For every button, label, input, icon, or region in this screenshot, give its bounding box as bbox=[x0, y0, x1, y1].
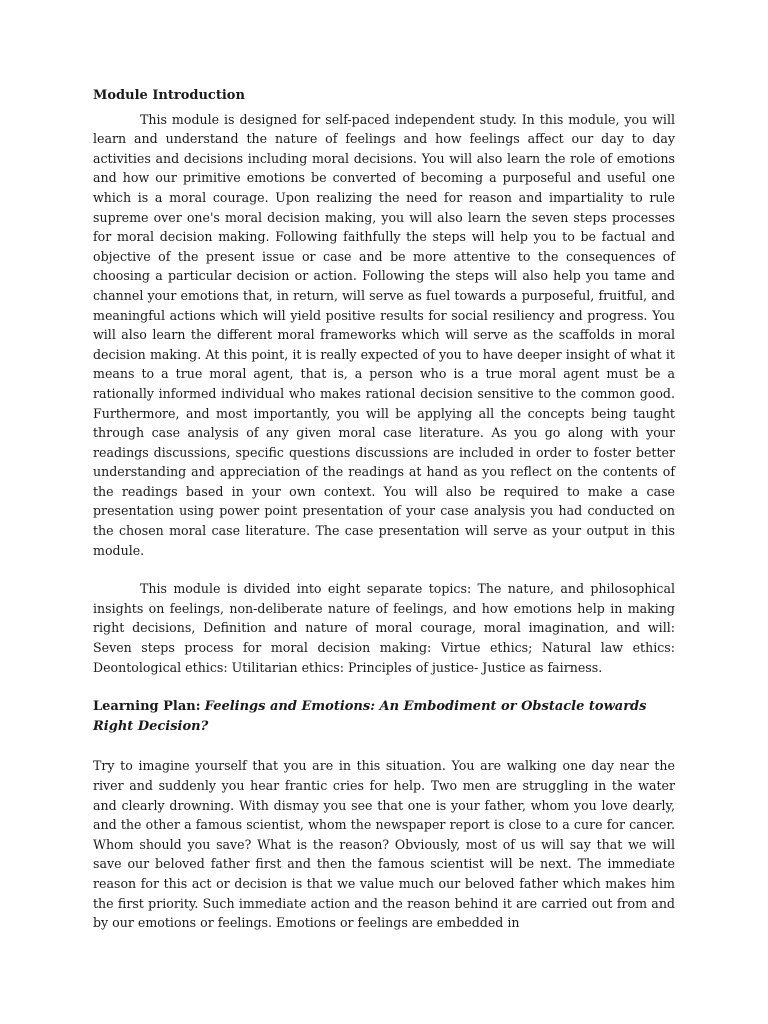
learning-plan-title: Feelings and Emotions: An Embodiment or Obstacle towards Right Decision? bbox=[93, 699, 647, 734]
document-page bbox=[93, 86, 675, 933]
learning-plan-heading bbox=[93, 697, 675, 736]
module-introduction-heading: Module Introduction bbox=[93, 88, 245, 103]
learning-plan-label: Learning Plan: bbox=[93, 699, 201, 715]
module-introduction-paragraph-2: This module is divided into eight separate topics: The nature, and philosophical insights on feelings, non-deliberate nature of feelings, and how emotions help in making right decisions, Definition and nature of moral courage, moral imagination, and will: Seven steps process for moral decision making: Virtue ethics; Natural law ethics: Deontological ethics: Utilitarian ethics: Principles of justice- Justice as fairness. bbox=[93, 581, 675, 675]
learning-plan-paragraph: Try to imagine yourself that you are in this situation. You are walking one day near the river and suddenly you hear frantic cries for help. Two men are struggling in the water and clearly drowning. With dismay you see that one is your father, whom you love dearly, and the other a famous scientist, whom the newspaper report is close to a cure for cancer. Whom should you save? What is the reason? Obviously, most of us will say that we will save our beloved father first and then the famous scientist will be next. The immediate reason for this act or decision is that we value much our beloved father which makes him the first priority. Such immediate action and the reason behind it are carried out from and by our emotions or feelings. Emotions or feelings are embedded in bbox=[93, 758, 675, 931]
module-introduction-paragraph-1: This module is designed for self-paced independent study. In this module, you will learn and understand the nature of feelings and how feelings affect our day to day activities and decisions including moral decisions. You will also learn the role of emotions and how our primitive emotions be converted of becoming a purposeful and useful one which is a moral courage. Upon realizing the need for reason and impartiality to rule supreme over one's moral decision making, you will also learn the seven steps processes for moral decision making. Following faithfully the steps will help you to be factual and objective of the present issue or case and be more attentive to the consequences of choosing a particular decision or action. Following the steps will also help you tame and channel your emotions that, in return, will serve as fuel towards a purposeful, fruitful, and meaningful actions which will yield positive results for social resiliency and progress. You will also learn the different moral frameworks which will serve as the scaffolds in moral decision making. At this point, it is really expected of you to have deeper insight of what it means to a true moral agent, that is, a person who is a true moral agent must be a rationally informed individual who makes rational decision sensitive to the common good. Furthermore, and most importantly, you will be applying all the concepts being taught through case analysis of any given moral case literature. As you go along with your readings discussions, specific questions discussions are included in order to foster better understanding and appreciation of the readings at hand as you reflect on the contents of the readings based in your own context. You will also be required to make a case presentation using power point presentation of your case analysis you had conducted on the chosen moral case literature. The case presentation will serve as your output in this module. bbox=[93, 111, 675, 558]
